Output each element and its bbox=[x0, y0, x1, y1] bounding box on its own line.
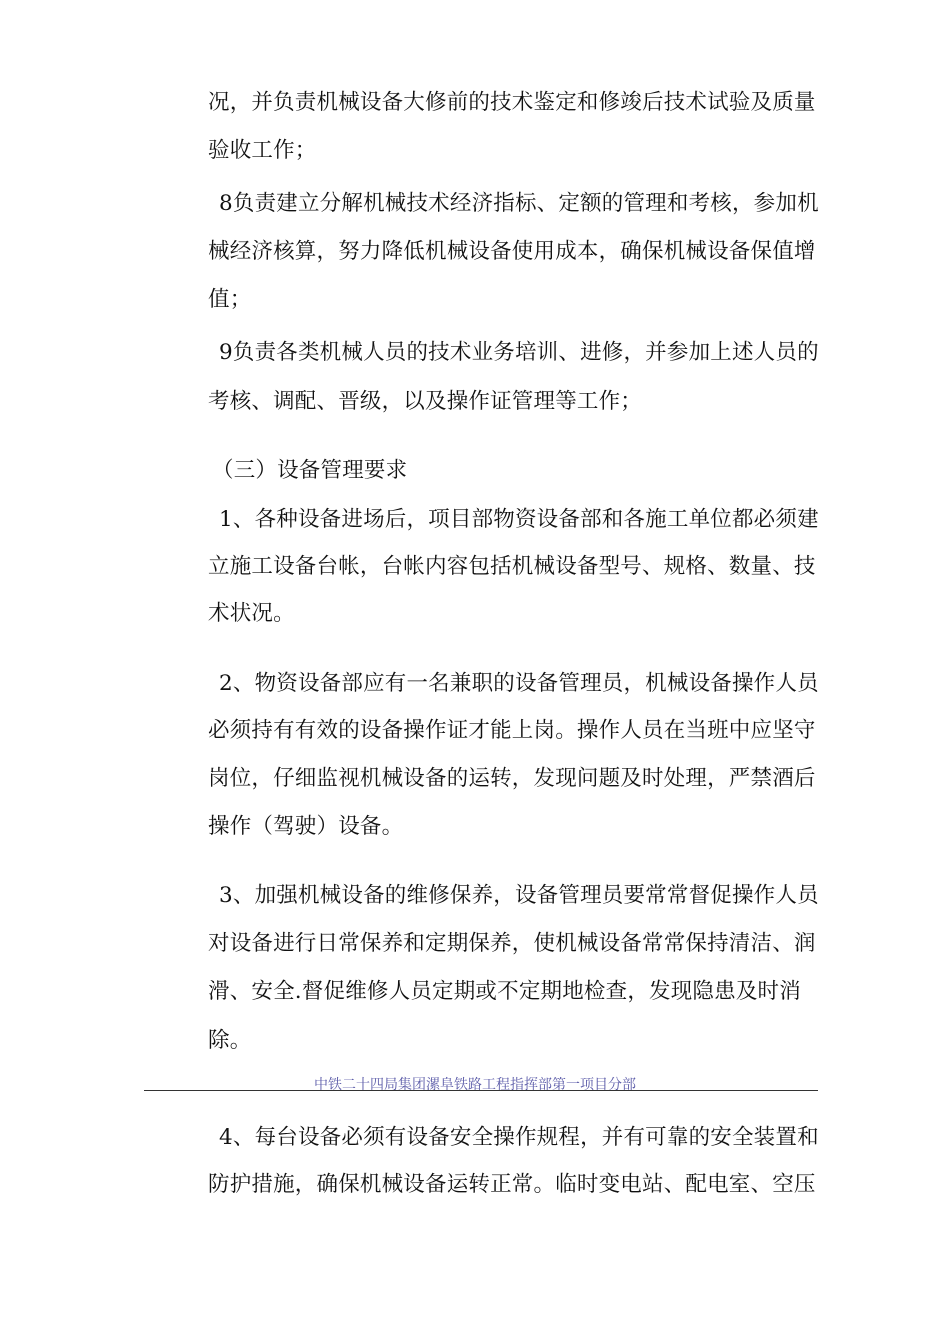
page-footer: 中铁二十四局集团漯阜铁路工程指挥部第一项目分部 bbox=[314, 1077, 636, 1093]
text-line: 况，并负责机械设备大修前的技术鉴定和修竣后技术试验及质量 bbox=[208, 90, 816, 115]
text-line: 必须持有有效的设备操作证才能上岗。操作人员在当班中应坚守 bbox=[208, 718, 816, 743]
footer-divider bbox=[144, 1090, 818, 1091]
text-line: 防护措施，确保机械设备运转正常。临时变电站、配电室、空压 bbox=[208, 1172, 816, 1197]
text-line: 考核、调配、晋级，以及操作证管理等工作； bbox=[208, 389, 643, 414]
text-line: 9负责各类机械人员的技术业务培训、进修，并参加上述人员的 bbox=[219, 340, 819, 365]
text-line: 3、加强机械设备的维修保养，设备管理员要常常督促操作人员 bbox=[219, 883, 819, 908]
text-line: 2、物资设备部应有一名兼职的设备管理员，机械设备操作人员 bbox=[219, 671, 819, 696]
text-line: 械经济核算，努力降低机械设备使用成本，确保机械设备保值增 bbox=[208, 239, 816, 264]
text-line: 滑、安全.督促维修人员定期或不定期地检查，发现隐患及时消 bbox=[208, 979, 801, 1004]
text-line: 1、各种设备进场后，项目部物资设备部和各施工单位都必须建 bbox=[219, 507, 819, 532]
text-line: 立施工设备台帐，台帐内容包括机械设备型号、规格、数量、技 bbox=[208, 554, 816, 579]
text-line: 术状况。 bbox=[208, 601, 295, 626]
text-line: 操作（驾驶）设备。 bbox=[208, 814, 404, 839]
text-line: 除。 bbox=[208, 1028, 252, 1053]
text-line: 4、每台设备必须有设备安全操作规程，并有可靠的安全装置和 bbox=[219, 1125, 819, 1150]
section-heading: （三）设备管理要求 bbox=[212, 458, 408, 483]
text-line: 对设备进行日常保养和定期保养，使机械设备常常保持清洁、润 bbox=[208, 931, 816, 956]
text-line: 8负责建立分解机械技术经济指标、定额的管理和考核，参加机 bbox=[219, 191, 819, 216]
text-line: 值； bbox=[208, 287, 252, 312]
text-line: 验收工作； bbox=[208, 138, 317, 163]
text-line: 岗位，仔细监视机械设备的运转，发现问题及时处理，严禁酒后 bbox=[208, 766, 816, 791]
